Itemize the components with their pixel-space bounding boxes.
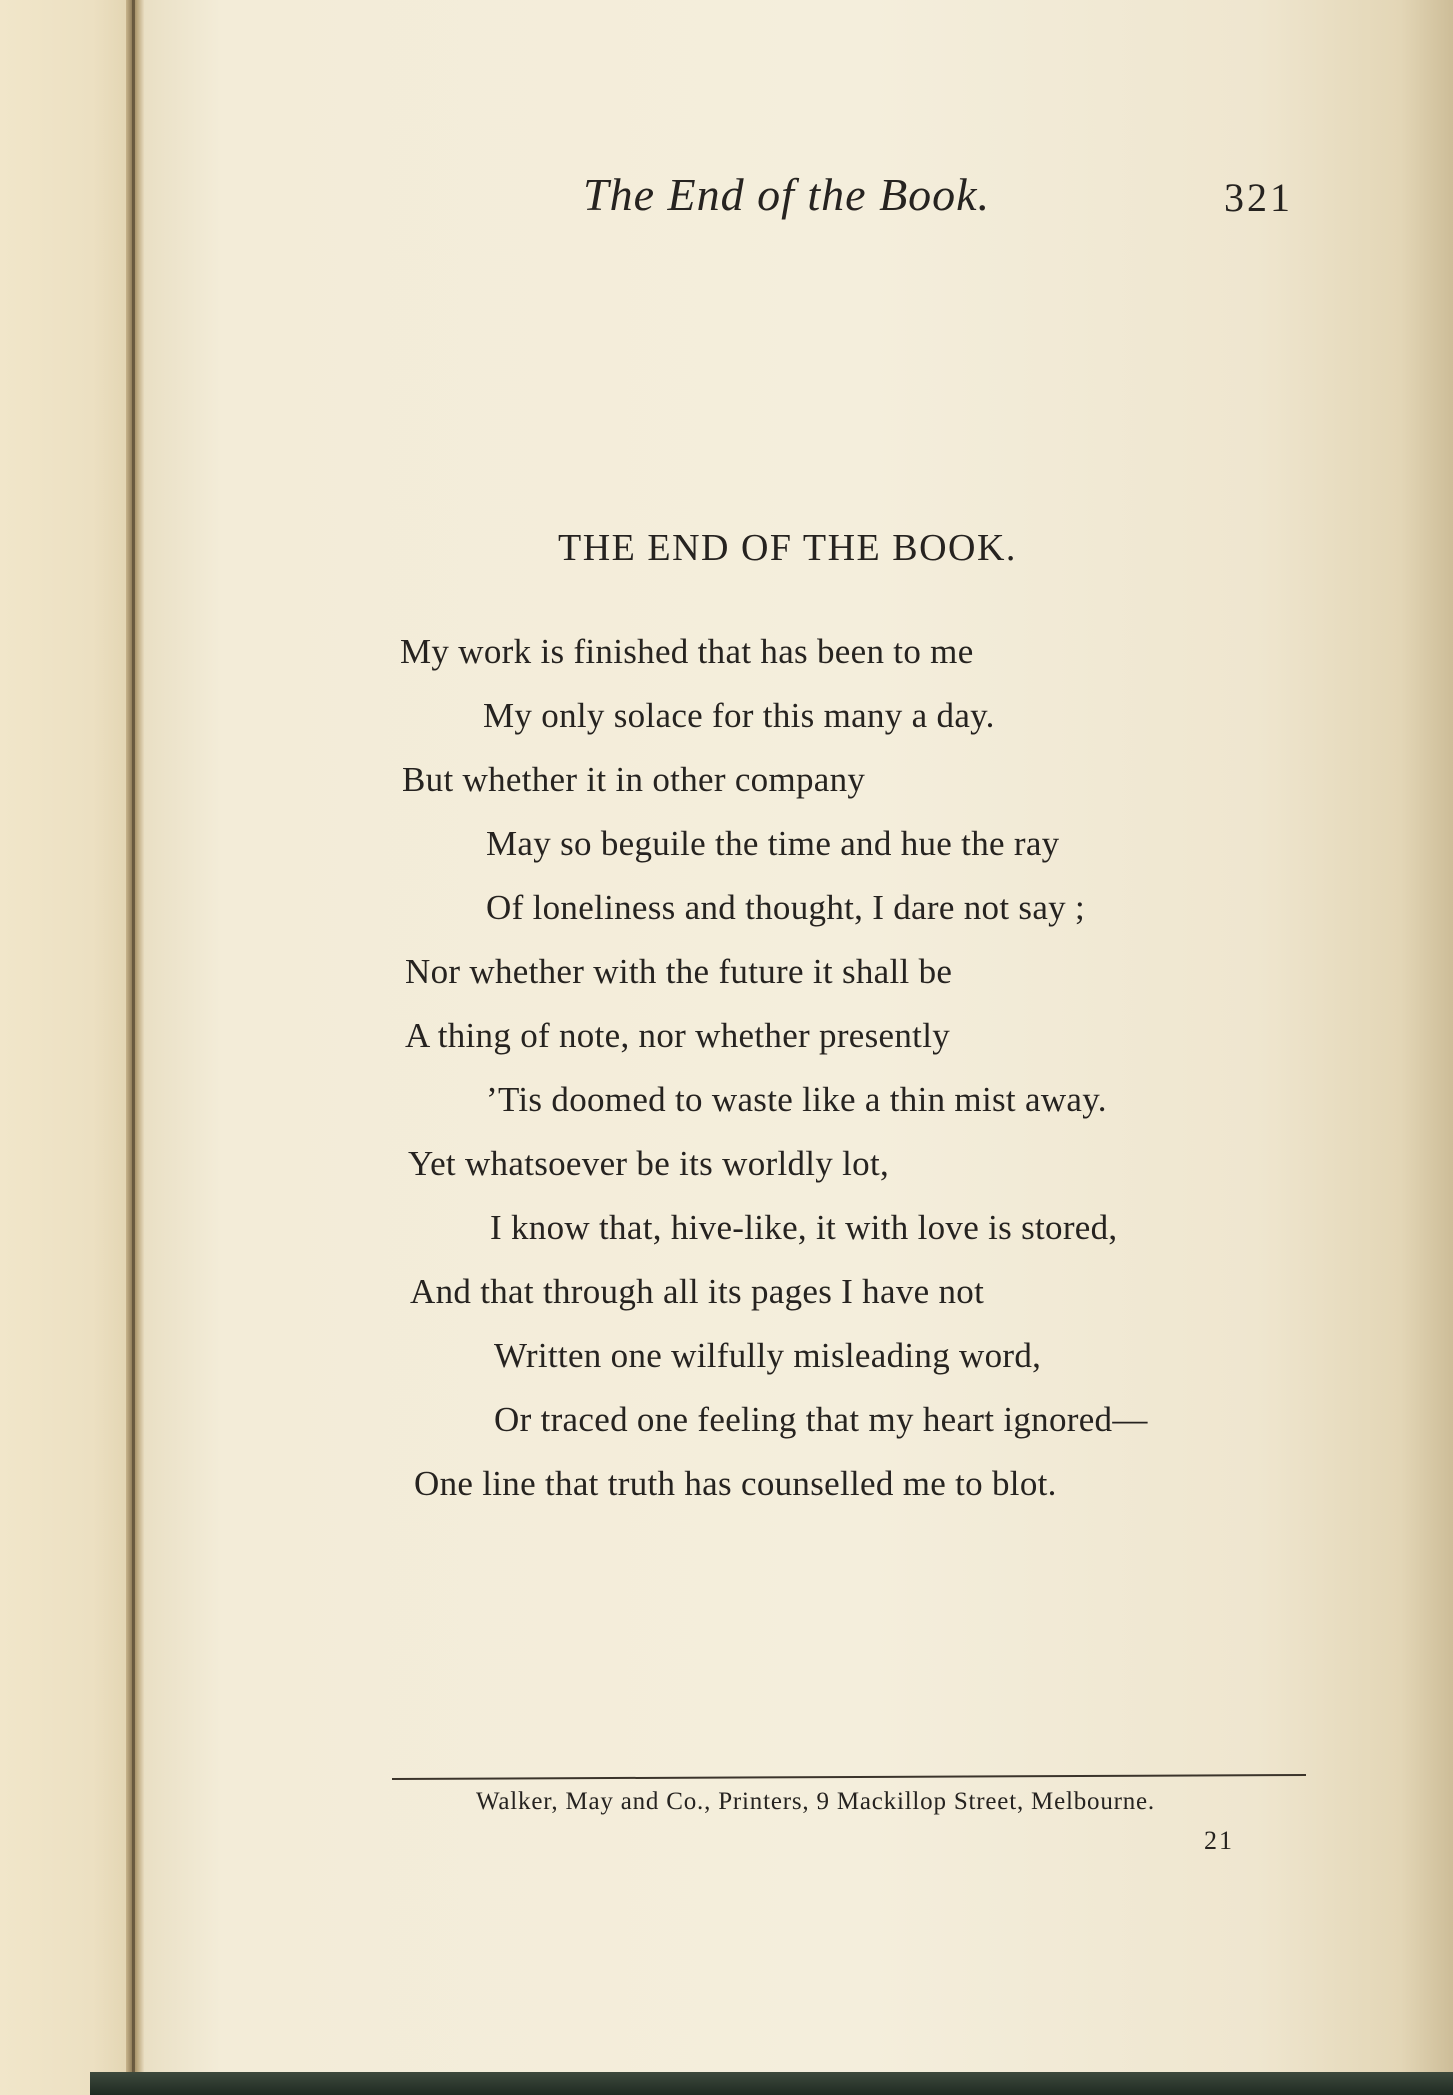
gutter-shadow-line [132,0,135,2095]
poem-line: My work is finished that has been to me [400,632,974,671]
running-head [0,168,1453,228]
poem-line: Of loneliness and thought, I dare not say ; [486,888,1086,927]
poem-line: Yet whatsoever be its worldly lot, [408,1144,890,1183]
running-title: The End of the Book. [583,169,991,220]
poem-line: My only solace for this many a day. [483,696,995,735]
poem-line: Written one wilfully misleading word, [494,1336,1042,1375]
printer-imprint: Walker, May and Co., Printers, 9 Mackillop Street, Melbourne. [476,1788,1155,1815]
poem-line: One line that truth has counselled me to blot. [414,1464,1057,1503]
poem-line: A thing of note, nor whether presently [405,1016,951,1055]
cover-edge [90,2072,1453,2095]
signature-mark: 21 [1204,1826,1234,1855]
poem-line: May so beguile the time and hue the ray [486,824,1060,863]
poem-line: Or traced one feeling that my heart ignored— [494,1400,1148,1439]
poem-line: ’Tis doomed to waste like a thin mist away. [486,1080,1107,1119]
poem-line: But whether it in other company [402,760,866,799]
poem-title: THE END OF THE BOOK. [558,527,1017,569]
left-page-edge [0,0,132,2095]
page-number: 321 [1224,175,1293,220]
poem-line: Nor whether with the future it shall be [405,952,953,991]
book-gutter [126,0,144,2095]
poem-line: And that through all its pages I have not [410,1272,985,1311]
poem-line: I know that, hive-like, it with love is stored, [490,1208,1118,1247]
